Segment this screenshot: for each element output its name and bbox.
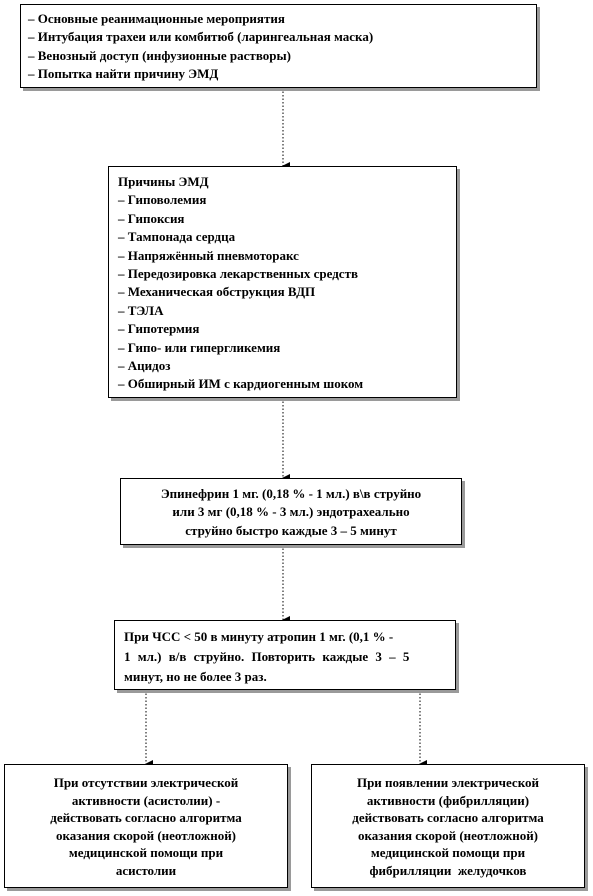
epinephrine-line: струйно быстро каждые 3 – 5 минут	[185, 522, 397, 538]
asystole-line: оказания скорой (неотложной)	[55, 827, 237, 843]
list-item: – Венозный доступ (инфузионные растворы)	[28, 47, 291, 63]
list-item: – Гиповолемия	[118, 192, 207, 208]
list-item: – Гипоксия	[118, 210, 185, 226]
fibrillation-line: активности (фибрилляции)	[366, 792, 530, 808]
box-epinephrine	[120, 478, 462, 545]
list-item: – Механическая обструкция ВДП	[118, 284, 316, 300]
emd-causes-list	[118, 191, 456, 393]
box-initial-measures	[20, 4, 537, 88]
list-item: – Тампонада сердца	[118, 229, 236, 245]
asystole-line: активности (асистолии) -	[71, 792, 221, 808]
list-item: – Попытка найти причину ЭМД	[28, 66, 219, 82]
list-item: – Напряжённый пневмоторакс	[118, 247, 299, 263]
fibrillation-line: оказания скорой (неотложной)	[357, 827, 539, 843]
fibrillation-line: При появлении электрической	[356, 775, 540, 790]
box-asystole	[4, 764, 288, 888]
fibrillation-line: фибрилляции желудочков	[369, 862, 527, 878]
emd-causes-title: Причины ЭМД	[118, 174, 209, 189]
list-item: – Интубация трахеи или комбитюб (ларингеальная маска)	[28, 29, 374, 45]
list-item: – Гипотермия	[118, 321, 200, 337]
epinephrine-line: Эпинефрин 1 мг. (0,18 % - 1 мл.) в\в струйно	[160, 486, 422, 501]
box-emd-causes	[108, 166, 457, 398]
epinephrine-line: или 3 мг (0,18 % - 3 мл.) эндотрахеально	[172, 504, 410, 520]
initial-measures-list	[28, 10, 536, 84]
list-item: – Гипо- или гипергликемия	[118, 339, 281, 355]
fibrillation-line: действовать согласно алгоритма	[352, 810, 544, 826]
list-item: – ТЭЛА	[118, 302, 164, 318]
fibrillation-line: медицинской помощи при	[370, 845, 526, 861]
list-item: – Обширный ИМ с кардиогенным шоком	[118, 376, 364, 392]
asystole-line: асистолии	[115, 862, 177, 878]
asystole-line: действовать согласно алгоритма	[50, 810, 242, 826]
list-item: – Ацидоз	[118, 358, 171, 374]
atropine-line: минут, но не более 3 раз.	[124, 669, 267, 684]
asystole-line: При отсутствии электрической	[53, 775, 239, 790]
box-atropine	[114, 620, 456, 690]
atropine-line: При ЧСС < 50 в минуту атропин 1 мг. (0,1 % -	[124, 629, 394, 644]
box-fibrillation	[311, 764, 585, 888]
list-item: – Основные реанимационные мероприятия	[28, 11, 285, 26]
list-item: – Передозировка лекарственных средств	[118, 266, 358, 282]
asystole-line: медицинской помощи при	[68, 845, 224, 861]
atropine-line: 1 мл.) в/в струйно. Повторить каждые 3 – 5	[124, 649, 410, 664]
